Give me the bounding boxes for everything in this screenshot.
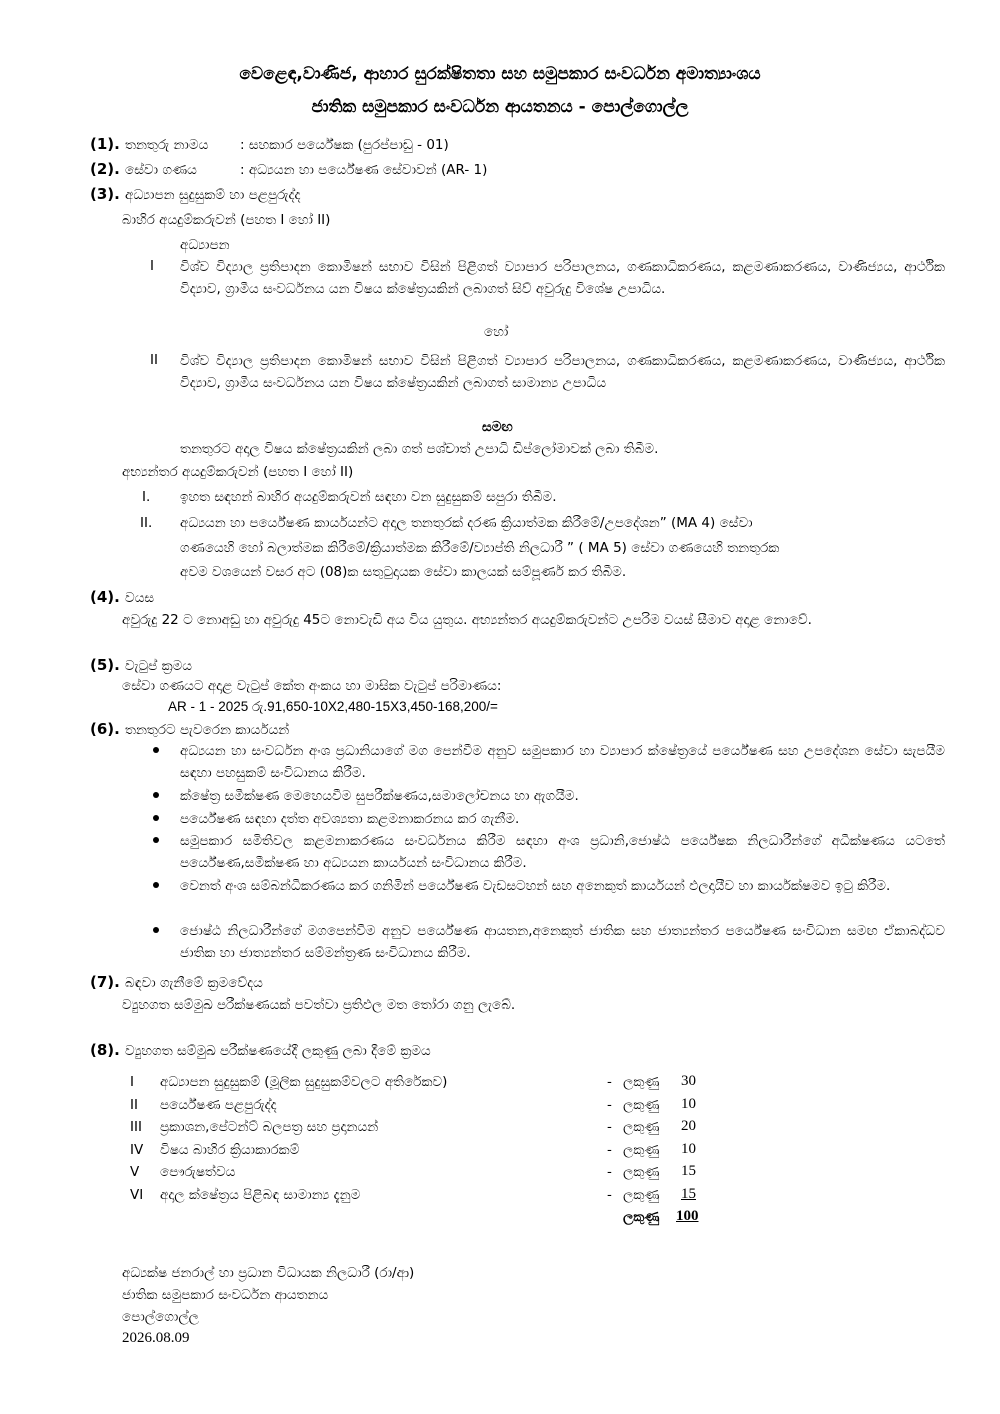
section-3-label: අධ්‍යාපන සුදුසුකම් හා පළපුරුද්ද — [125, 187, 301, 203]
duty-item: අධ්‍යයන හා සංවර්ධන අංශ ප්‍රධානියාගේ මග පෙන්වීම අනුව සමුපකාර හා ව්‍යාපාර ක්ෂේත්‍රයේ පර්යේෂණ සහ උපදේශන සේවා සැපයීම සඳහා පහසුකම් සංවිධානය කිරීම. — [180, 743, 945, 781]
criterion: ප්‍රකාශන,පේටන්ට් බලපත්‍ර සහ ප්‍රදානයන් — [160, 1119, 379, 1135]
row-number: I — [130, 1074, 134, 1090]
criterion: අධ්‍යාපන සුදුසුකම් (මූලික සුදුසුකම්වලට අතිරේකව) — [160, 1074, 448, 1090]
row-number: VI — [130, 1187, 144, 1203]
section-3-number: (3). — [90, 185, 120, 203]
salary-intro: සේවා ගණයට අදාළ වැටුප් කේත අංකය හා මාසික වැටුප් පරිමාණය: — [122, 678, 502, 694]
institute-title: ජාතික සමුපකාර සංවර්ධන ආයතනය - පොල්ගොල්ල — [311, 97, 689, 117]
marks-label: ලකුණු — [623, 1187, 660, 1203]
signatory-title: අධ්‍යක්ෂ ජනරාල් හා ප්‍රධාන විධායක නිලධාරී (රා/ආ) — [122, 1265, 415, 1281]
section-8-number: (8). — [90, 1041, 120, 1059]
internal-1-text: ඉහත සඳහන් බාහිර අයදුම්කරුවන් සඳහා වන සුදුසුකම් සපුරා තිබීම. — [180, 489, 557, 505]
service-category-value: : අධ්‍යයන හා පර්යේෂණ සේවාවන් (AR- 1) — [240, 162, 488, 178]
total-marks-value: 100 — [676, 1208, 699, 1224]
section-5-label: වැටුප් ක්‍රමය — [125, 658, 192, 674]
marks-label: ලකුණු — [623, 1142, 660, 1158]
section-5-number: (5). — [90, 656, 120, 674]
marks-value: 10 — [681, 1096, 696, 1112]
criterion: පර්යේෂණ පළපුරුද්ද — [160, 1097, 277, 1113]
dash: - — [607, 1142, 612, 1158]
duty-item: සමුපකාර සමිතිවල කළමනාකරණය සංවර්ධනය කිරීම සඳහා අංශ ප්‍රධානි,ජොෂ්ඨ පර්යේෂක නිලධාරීන්ගේ අධීක්ෂණය යටතේ පර්යේෂණ,සමීක්ෂණ හා අධ්‍යයන කාර්යයන් සංවිධානය කිරීම. — [180, 833, 945, 871]
internal-1-number: I. — [142, 489, 151, 505]
salary-scale: AR - 1 - 2025 රු.91,650-10X2,480-15X3,450-168,200/= — [168, 699, 498, 714]
bullet-icon — [153, 882, 159, 888]
dash: - — [607, 1119, 612, 1135]
bullet-icon — [153, 837, 159, 843]
marks-label: ලකුණු — [623, 1164, 660, 1180]
education-label: අධ්‍යාපන — [180, 237, 230, 253]
section-6-number: (6). — [90, 720, 120, 738]
internal-2-line-2: ගණයෙහි හෝ බලාත්මක කිරීමේ/ක්‍රියාත්මක කිරීමේ/ව්‍යාප්ති නිලධාරී ” ( MA 5) සේවා ගණයෙහි තනතුරක — [180, 540, 780, 556]
marks-value: 20 — [681, 1118, 696, 1134]
bullet-icon — [153, 927, 159, 933]
signatory-institute: ජාතික සමුපකාර සංවර්ධන ආයතනය — [122, 1287, 329, 1303]
criterion: අදාල ක්ෂේත්‍රය පිළිබඳ සාමාන්‍ය දැනුම — [160, 1187, 361, 1203]
qualification-1-text: විශ්ව විද්‍යාල ප්‍රතිපාදන කොමිෂන් සභාව විසින් පිළිගත් ව්‍යාපාර පරිපාලනය, ගණකාධිකරණය, කළමණාකරණය, වාණිජ්‍යය, ආර්ථික විද්‍යාව, ග්‍රාමීය සංවර්ධනය යන විෂය ක්ෂේත්‍රයකින් ලබාගත් සිව් අවුරුදු විශේෂ උපාධිය. — [180, 259, 945, 297]
signatory-location: පොල්ගොල්ල — [122, 1309, 199, 1325]
ministry-title: වෙළෙඳ,වාණිජ, ආහාර සුරක්ෂිතතා සහ සමුපකාර සංවර්ධන අමාත්‍යාංශය — [239, 64, 761, 84]
duty-item: පර්යේෂණ සඳහා දත්ත අවශ්‍යතා කළමනාකරනය කර ගැනීම. — [180, 811, 520, 827]
section-4-number: (4). — [90, 588, 120, 606]
section-1-label: තනතුරු නාමය — [125, 137, 209, 153]
section-7-label: බඳවා ගැනීමේ ක්‍රමවේදය — [125, 975, 263, 991]
bullet-icon — [153, 792, 159, 798]
internal-2-line-3: අවම වශයෙන් වසර අට (08)ක සතුටුදායක සේවා කාලයක් සම්පූර්ණ කර තිබීම. — [180, 564, 627, 580]
duty-item: වෙනත් අංශ සම්බන්ධීකරණය කර ගනිමින් පර්යේෂණ වැඩසටහන් සහ අනෙකුත් කාර්යයන් ඵලදායීව හා කාර්යක්ෂමව ඉටු කිරීම. — [180, 878, 891, 894]
row-number: IV — [130, 1142, 144, 1158]
section-4-label: වයස — [125, 590, 155, 606]
and-text: සමඟ — [482, 419, 513, 435]
dash: - — [607, 1164, 612, 1180]
bullet-icon — [153, 747, 159, 753]
dash: - — [607, 1074, 612, 1090]
marks-label: ලකුණු — [623, 1119, 660, 1135]
section-8-label: ව්‍යුහගත සම්මුඛ පරීක්ෂණයේදී ලකුණු ලබා දීමේ ක්‍රමය — [125, 1043, 431, 1059]
qualification-2-text: විශ්ව විද්‍යාල ප්‍රතිපාදන කොමිෂන් සභාව විසින් පිළිගත් ව්‍යාපාර පරිපාලනය, ගණකාධිකරණය, කළමණාකරණය, වාණිජ්‍යය, ආර්ථික විද්‍යාව, ග්‍රාමීය සංවර්ධනය යන විෂය ක්ෂේත්‍රයකින් ලබාගත් සාමාන්‍ය උපාධිය — [180, 353, 945, 391]
marks-value: 15 — [681, 1163, 696, 1179]
section-2-number: (2). — [90, 160, 120, 178]
marks-label: ලකුණු — [623, 1074, 660, 1090]
document-date: 2026.08.09 — [122, 1330, 190, 1346]
marks-label: ලකුණු — [623, 1097, 660, 1113]
section-2-label: සේවා ගණය — [125, 162, 197, 178]
total-marks-label: ලකුණු — [623, 1209, 660, 1225]
qualification-2-number: II — [150, 352, 158, 368]
external-applicants-heading: බාහිර අයදුම්කරුවන් (පහත I හෝ II) — [122, 212, 331, 228]
or-text: හෝ — [484, 324, 509, 340]
criterion: විෂය බාහිර ක්‍රියාකාරකම් — [160, 1142, 300, 1158]
dash: - — [607, 1187, 612, 1203]
section-1-number: (1). — [90, 135, 120, 153]
recruitment-method: ව්‍යුහගත සම්මුඛ පරීක්ෂණයක් පවත්වා ප්‍රතිඵල මත තෝරා ගනු ලැබේ. — [122, 997, 516, 1013]
marks-value: 15 — [681, 1186, 696, 1202]
section-7-number: (7). — [90, 973, 120, 991]
marks-value: 30 — [681, 1073, 696, 1089]
duty-item: ක්ෂේත්‍ර සමීක්ෂණ මෙහෙයවීම සුපරීක්ෂණය,සමාලෝචනය හා ඇගයීම. — [180, 788, 579, 804]
age-requirement: අවුරුදු 22 ට නොඅඩු හා අවුරුදු 45ට නොවැඩි අය විය යුතුය. අභ්‍යන්තර අයදුම්කරුවන්ට උපරිම වයස් සීමාව අදාළ නොවේ. — [122, 612, 812, 628]
section-6-label: තනතුරට පැවරෙන කාර්යයන් — [125, 722, 290, 738]
diploma-requirement: තනතුරට අදාල විෂය ක්ෂේත්‍රයකින් ලබා ගත් පශ්චාත් උපාධි ඩිප්ලෝමාවක් ලබා තිබීම. — [180, 441, 659, 457]
qualification-1-number: I — [150, 258, 154, 274]
internal-2-line-1: අධ්‍යයන හා පර්යේෂණ කාර්යයන්ට අදාල තනතුරක් දරණ ක්‍රියාත්මක කිරීමේ/උපදේශන” (MA 4) සේවා — [180, 515, 753, 531]
criterion: පෞරුෂත්වය — [160, 1164, 236, 1180]
row-number: III — [130, 1119, 142, 1135]
post-name-value: : සහකාර පර්යේෂක (පුරප්පාඩු - 01) — [240, 137, 449, 153]
internal-applicants-heading: අභ්‍යන්තර අයදුම්කරුවන් (පහත I හෝ II) — [122, 464, 354, 480]
internal-2-number: II. — [140, 515, 153, 531]
row-number: II — [130, 1097, 138, 1113]
bullet-icon — [153, 815, 159, 821]
marks-value: 10 — [681, 1141, 696, 1157]
dash: - — [607, 1097, 612, 1113]
row-number: V — [130, 1164, 140, 1180]
duty-item: ජොෂ්ඨ නිලධාරීන්ගේ මගපෙන්වීම අනුව පර්යේෂණ ආයතන,අනෙකුත් ජාතික සහ ජාත්‍යන්තර පර්යේෂණ සංවිධාන සමඟ ඒකාබද්ධව ජාතික හා ජාත්‍යන්තර සම්මන්ත්‍රණ සංවිධානය කිරීම. — [180, 923, 945, 961]
